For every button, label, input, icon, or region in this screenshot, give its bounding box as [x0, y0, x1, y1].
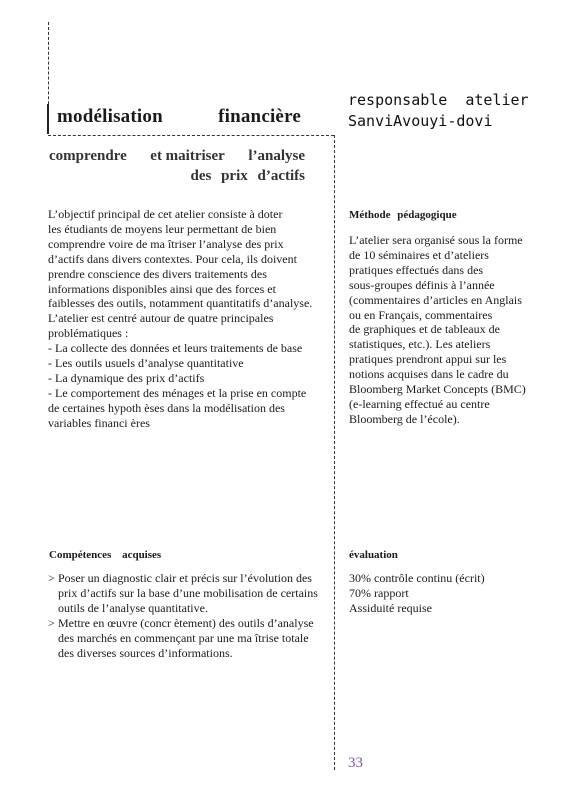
responsable-name: SanviAvouyi-dovi: [348, 112, 493, 130]
responsable-label: responsable atelier: [348, 91, 529, 109]
list-item: [48, 571, 323, 616]
column-dashed-divider: [334, 135, 335, 770]
bullet-marker: >: [48, 615, 55, 630]
page-number: 33: [348, 755, 363, 771]
intro-paragraph: L’objectif principal de cet atelier consiste à doter les étudiants de moyens leur permettant de bien comprendre voire de ma îtriser l’analyse des prix d’actifs dans divers contextes. Pour cela, ils doivent prendre conscience des divers traitements des informations disponibles ainsi que des forces et faiblesses des outils, notamment quantitatifs d’analyse. L’atelier est centré autour de quatre principales problématiques : - La collecte des données et leurs traitements de base - Les outils usuels d’analyse quantitative - La dynamique des prix d’actifs - Le comportement des ménages et la prise en compte de certaines hypoth èses dans la modélisation des variables financi ères: [48, 207, 313, 430]
page-subtitle: [49, 146, 305, 186]
title-bar: [47, 104, 49, 134]
page-title: [57, 106, 301, 128]
title-word-2: financière: [218, 106, 301, 127]
methode-heading: Méthode pédagogique: [349, 209, 457, 221]
list-item: [48, 616, 323, 661]
competences-list: [48, 571, 323, 660]
subtitle-part-3: l’analyse: [248, 148, 305, 164]
evaluation-heading: évaluation: [349, 549, 398, 561]
evaluation-text: 30% contrôle continu (écrit) 70% rapport Assiduité requise: [349, 571, 485, 615]
title-dashed-underline: [48, 135, 334, 136]
subtitle-part-2: et maitriser: [150, 148, 225, 164]
list-item-text: Mettre en œuvre (concr ètement) des outils d’analyse des marchés en commençant par une ma îtrise totale des diverses sources d’informations.: [58, 615, 314, 660]
bullet-marker: >: [48, 571, 55, 585]
subtitle-line-1: [49, 146, 305, 166]
subtitle-line-2: des prix d’actifs: [190, 168, 305, 184]
title-word-1: modélisation: [57, 106, 163, 127]
list-item-text: Poser un diagnostic clair et précis sur l’évolution des prix d’actifs sur la base d’une mobilisation de certains outils de l’analyse quantitative.: [58, 571, 318, 615]
responsable-block: [348, 90, 529, 132]
subtitle-part-1: comprendre: [49, 148, 127, 164]
competences-heading: Compétences acquises: [49, 549, 162, 561]
methode-paragraph: L’atelier sera organisé sous la forme de 10 séminaires et d’ateliers pratiques effectués dans des sous-groupes définis à l’année (commentaires d’articles en Anglais ou en Français, commentaires de graphiques et de tableaux de statistiques, etc.). Les ateliers pratiques prendront appui sur les notions acquises dans le cadre du Bloomberg Market Concepts (BMC) (e-learning effectué au centre Bloomberg de l’école).: [349, 233, 526, 426]
